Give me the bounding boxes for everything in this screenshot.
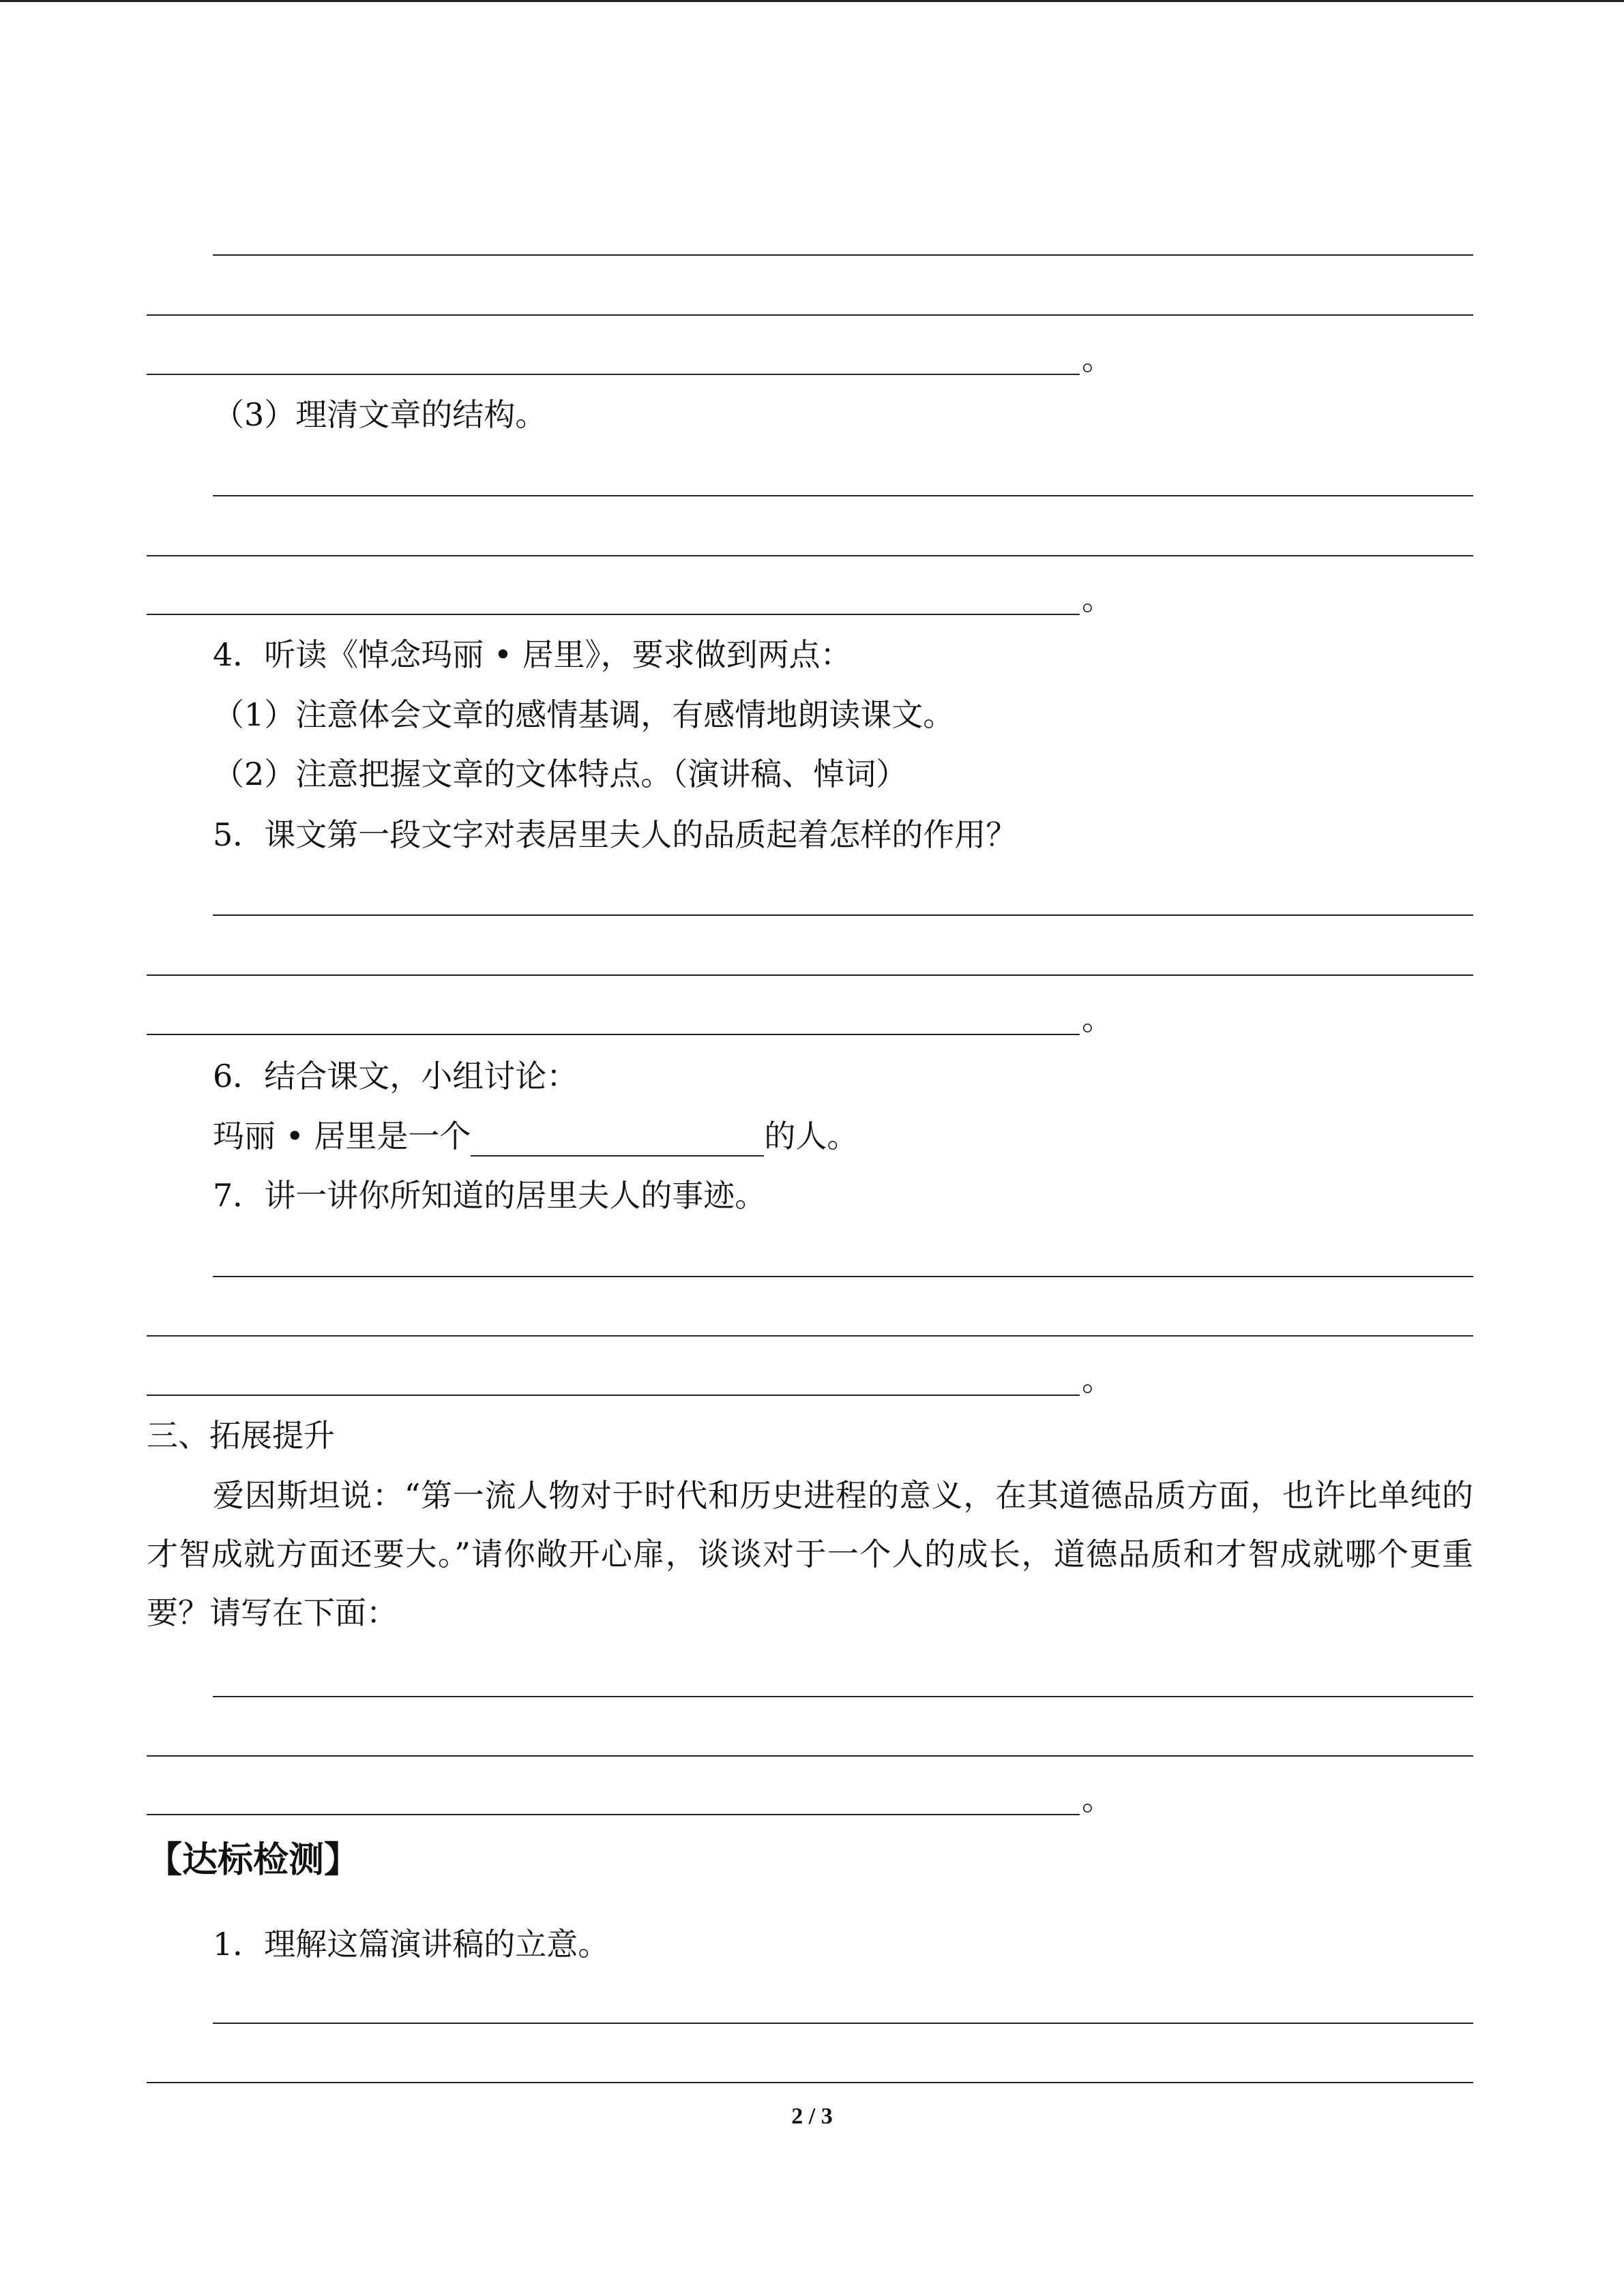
answer-line[interactable] <box>147 614 1080 615</box>
question-7: 7．讲一讲你所知道的居里夫人的事迹。 <box>213 1177 767 1214</box>
answer-line[interactable] <box>147 1755 1473 1757</box>
question-4: 4．听读《悼念玛丽 • 居里》，要求做到两点： <box>213 636 852 673</box>
page-top-border <box>0 0 1624 2</box>
answer-line[interactable] <box>213 914 1473 916</box>
answer-line[interactable] <box>147 1034 1080 1035</box>
answer-line[interactable] <box>147 555 1473 556</box>
question-6-fill-sentence <box>213 1116 858 1157</box>
answer-end-period: 。 <box>1082 340 1113 377</box>
answer-line[interactable] <box>147 314 1473 316</box>
answer-end-period: 。 <box>1082 1000 1113 1037</box>
answer-end-period: 。 <box>1082 1361 1113 1398</box>
answer-line[interactable] <box>147 2082 1473 2083</box>
answer-line[interactable] <box>147 1814 1080 1815</box>
question-6: 6．结合课文，小组讨论： <box>213 1058 578 1094</box>
answer-line[interactable] <box>147 1335 1473 1337</box>
page-number: 2 / 3 <box>791 2104 833 2129</box>
section-title: 三、拓展提升 <box>147 1417 335 1454</box>
answer-end-period: 。 <box>1082 580 1113 617</box>
question-4-item-1: （1）注意体会文章的感情基调，有感情地朗读课文。 <box>213 696 955 733</box>
answer-line[interactable] <box>147 374 1080 375</box>
answer-line[interactable] <box>213 1696 1473 1697</box>
test-heading: 【达标检测】 <box>147 1840 360 1881</box>
section-paragraph: 爱因斯坦说：“第一流人物对于时代和历史进程的意义，在其道德品质方面，也许比单纯的才智成就方面还要大。”请你敞开心扉，谈谈对于一个人的成长，道德品质和才智成就哪个更重要？请写在下面： <box>147 1477 1473 1631</box>
answer-line[interactable] <box>213 2023 1473 2024</box>
fill-prefix: 玛丽 • 居里是一个 <box>213 1118 471 1154</box>
answer-line[interactable] <box>213 254 1473 256</box>
question-5: 5．课文第一段文字对表居里夫人的品质起着怎样的作用？ <box>213 816 1018 853</box>
question-4-item-2: （2）注意把握文章的文体特点。（演讲稿、悼词） <box>213 756 908 792</box>
answer-line[interactable] <box>147 974 1473 976</box>
answer-end-period: 。 <box>1082 1780 1113 1817</box>
answer-line[interactable] <box>213 1276 1473 1277</box>
answer-line[interactable] <box>213 495 1473 496</box>
answer-line[interactable] <box>147 1395 1080 1396</box>
fill-in-blank[interactable] <box>471 1121 764 1157</box>
fill-suffix: 的人。 <box>764 1118 859 1154</box>
question-3-sub: （3）理清文章的结构。 <box>213 396 547 433</box>
test-question-1: 1．理解这篇演讲稿的立意。 <box>213 1926 610 1963</box>
